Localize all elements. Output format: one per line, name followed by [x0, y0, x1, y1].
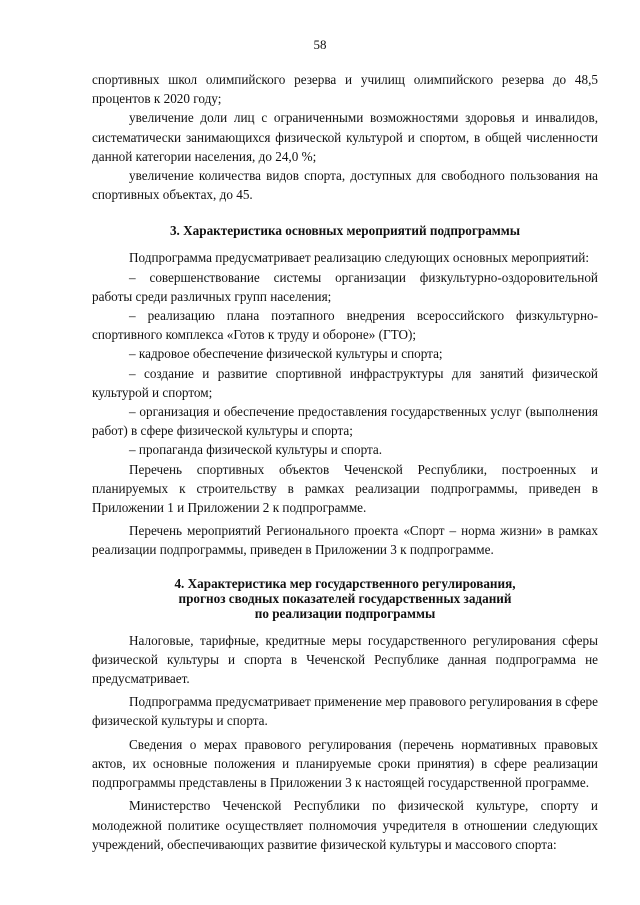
- target-item: увеличение количества видов спорта, доступных для свободного пользования на спортивных объектах, до 45.: [92, 168, 598, 203]
- measure-list-item: – создание и развитие спортивной инфраструктуры для занятий физической культурой и спортом;: [92, 365, 598, 400]
- section-4-title-line: прогноз сводных показателей государственных заданий: [178, 590, 512, 606]
- section-3-paragraph: Перечень спортивных объектов Чеченской Республики, построенных и планируемых к строительству в рамках реализации подпрограммы, приведен в Приложении 1 и Приложении 2 к подпрограмме.: [92, 461, 598, 516]
- target-item: увеличение доли лиц с ограниченными возможностями здоровья и инвалидов, систематически занимающихся физической культурой и спортом, в общей численности данной категории населения, до 24,0 %;: [92, 110, 598, 164]
- section-3-paragraph: Перечень мероприятий Регионального проекта «Спорт – норма жизни» в рамках реализации подпрограммы, приведен в Приложении 3 к подпрограмме.: [92, 523, 598, 558]
- section-4-title-line: по реализации подпрограммы: [254, 605, 436, 621]
- page-number: 58: [313, 37, 327, 52]
- section-4-title-line: 4. Характеристика мер государственного регулирования,: [174, 575, 516, 591]
- measure-list-item: – пропаганда физической культуры и спорта.: [129, 442, 383, 458]
- section-4-paragraph: Сведения о мерах правового регулирования (перечень нормативных правовых актов, их основные положения и планируемые сроки принятия) в сфере реализации подпрограммы представлены в Приложении 3 к настоящей государственной программе.: [92, 736, 598, 791]
- section-4-paragraph: Налоговые, тарифные, кредитные меры государственного регулирования сферы физической культуры и спорта в Чеченской Республике данная подпрограмма не предусматривает.: [92, 632, 598, 687]
- section-3-lead: Подпрограмма предусматривает реализацию следующих основных мероприятий:: [129, 250, 590, 266]
- intro-continuation: спортивных школ олимпийского резерва и училищ олимпийского резерва до 48,5 процентов к 2020 году;: [92, 72, 598, 107]
- section-4-paragraph: Подпрограмма предусматривает применение мер правового регулирования в сфере физической культуры и спорта.: [92, 694, 598, 729]
- document-body: [92, 70, 598, 854]
- measure-list-item: – реализацию плана поэтапного внедрения всероссийского физкультурно-спортивного комплекса «Готов к труду и обороне» (ГТО);: [92, 308, 598, 343]
- measure-list-item: – организация и обеспечение предоставления государственных услуг (выполнения работ) в сфере физической культуры и спорта;: [92, 404, 598, 439]
- measure-list-item: – кадровое обеспечение физической культуры и спорта;: [129, 346, 443, 362]
- section-4-title: [92, 576, 598, 621]
- measure-list-item: – совершенствование системы организации физкультурно-оздоровительной работы среди различных групп населения;: [92, 269, 598, 304]
- section-3-title: 3. Характеристика основных мероприятий подпрограммы: [169, 223, 521, 239]
- section-4-paragraph: Министерство Чеченской Республики по физической культуре, спорту и молодежной политике осуществляет полномочия учредителя в отношении следующих учреждений, обеспечивающих развитие физической культуры и массового спорта:: [92, 798, 598, 852]
